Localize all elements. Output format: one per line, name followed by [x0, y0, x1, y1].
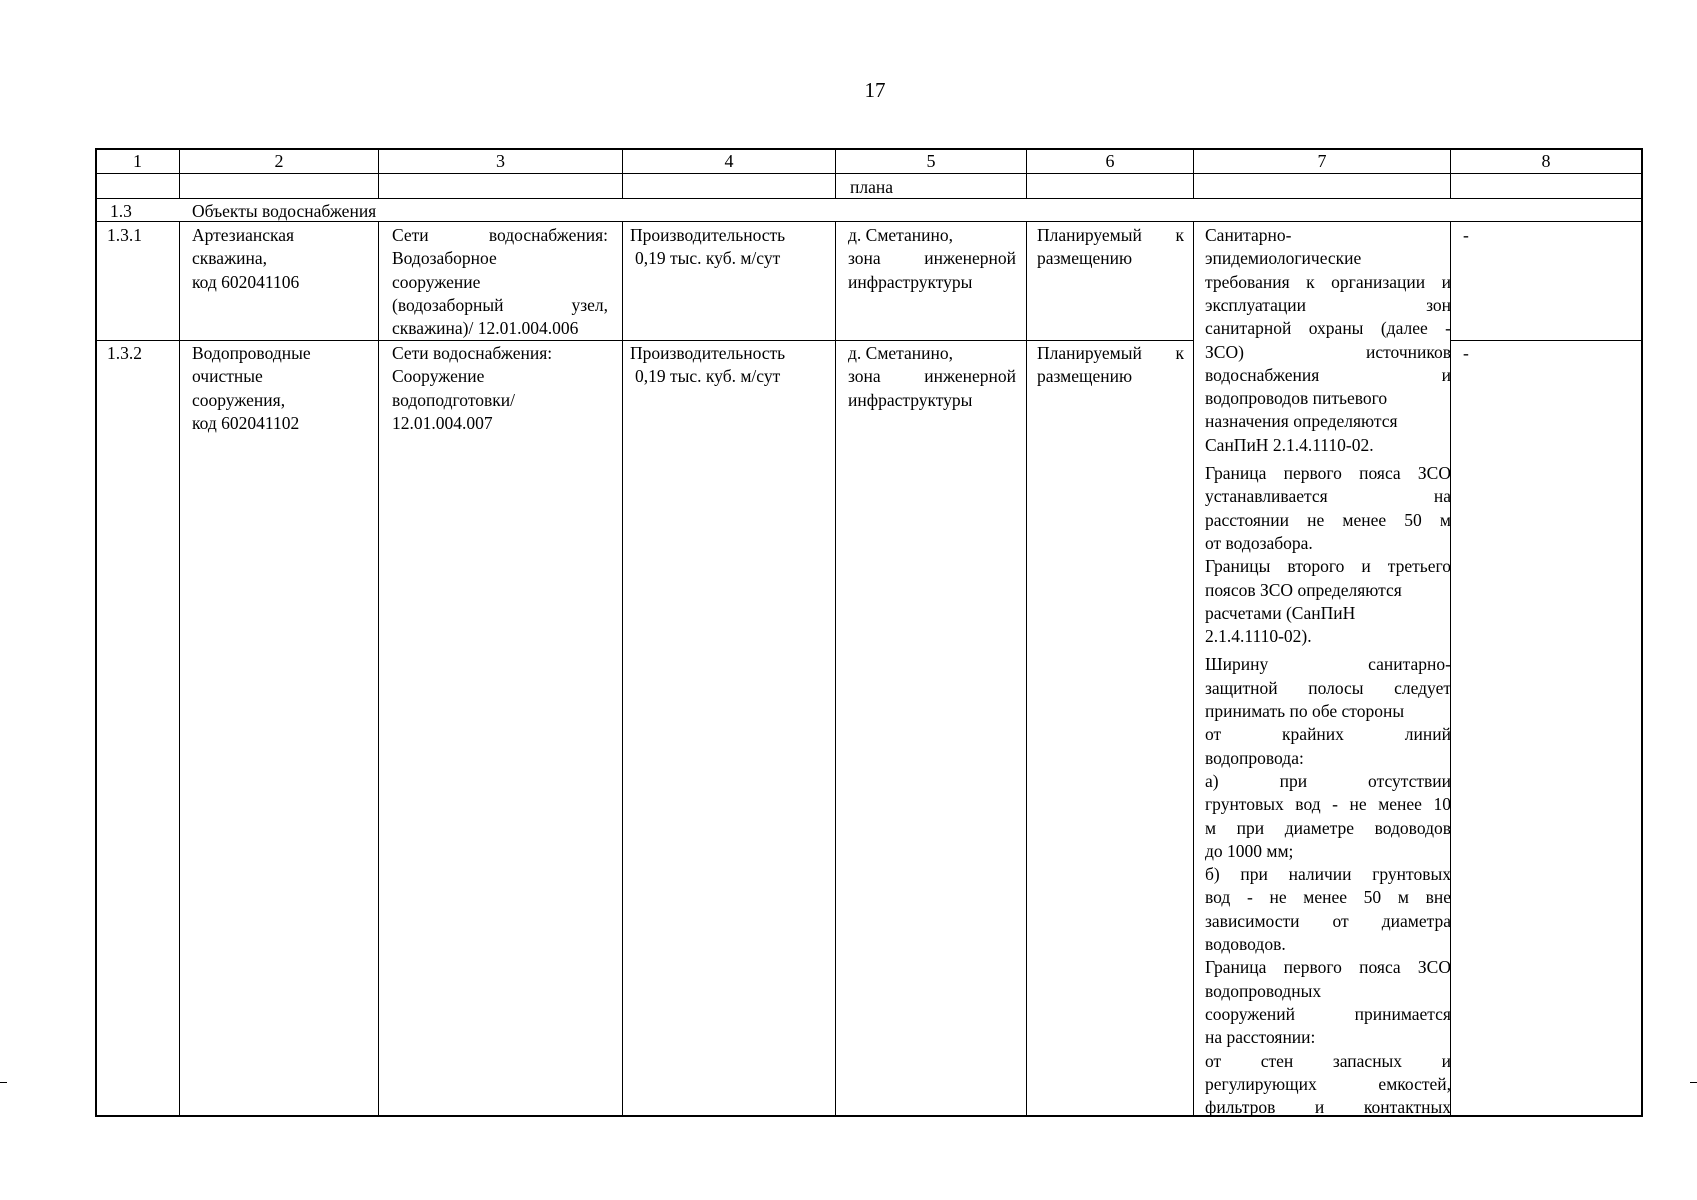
sanitary-requirements-line: грунтовых вод - не менее 10 [1205, 794, 1451, 815]
sanitary-requirements-line: требования к организации и [1205, 271, 1451, 292]
table-border-right [1641, 148, 1643, 1117]
row-network-line: (водозаборный узел, [392, 294, 608, 315]
sanitary-requirements-line: вод - не менее 50 м вне [1205, 887, 1451, 908]
sanitary-requirements-line: поясов ЗСО определяются [1205, 579, 1402, 600]
row-network-line: Сооружение [392, 366, 485, 387]
sanitary-requirements-line: принимать по обе стороны [1205, 701, 1405, 721]
col-header-4: 4 [724, 151, 734, 171]
col-divider-3 [622, 221, 623, 1117]
row-capacity-line: 0,19 тыс. куб. м/сут [635, 248, 781, 269]
row-network-line: скважина)/ 12.01.004.006 [392, 318, 579, 339]
row-network-line: Сети водоснабжения: [392, 343, 553, 363]
col-header-3: 3 [496, 151, 505, 171]
col-divider-1 [179, 221, 180, 1117]
sanitary-requirements-line: водопроводных [1205, 980, 1322, 1001]
col-divider-2 [378, 221, 379, 1117]
sanitary-requirements-line: водоснабжения и [1205, 364, 1451, 385]
row-name-line: очистные [192, 366, 263, 387]
row-network [392, 224, 608, 340]
row-capacity [630, 224, 785, 271]
sanitary-requirements-line: на расстоянии: [1205, 1027, 1316, 1048]
sanitary-requirements-line: Границы второго и третьего [1205, 556, 1451, 577]
row-status-line: размещению [1037, 248, 1133, 269]
sanitary-requirements-line: эксплуатации зон [1205, 294, 1451, 315]
sanitary-requirements-line: Ширину санитарно- [1205, 654, 1451, 675]
sanitary-requirements-line: устанавливается на [1205, 486, 1451, 507]
row-name-line: код 602041106 [192, 271, 300, 292]
table-border-top [95, 148, 1642, 150]
sanitary-requirements-line: защитной полосы следует [1205, 677, 1451, 698]
row-name-line: сооружения, [192, 389, 286, 410]
table-rule-row1-c8 [1451, 340, 1642, 341]
row-status [1037, 342, 1184, 389]
sanitary-requirements-line: до 1000 мм; [1205, 840, 1294, 861]
col-header-7: 7 [1317, 151, 1327, 171]
section-title: Объекты водоснабжения [192, 201, 377, 221]
sanitary-requirements-line: зависимости от диаметра [1205, 910, 1451, 931]
row-location [848, 342, 1016, 412]
sanitary-requirements-line: расчетами (СанПиН [1205, 602, 1356, 623]
row-location [848, 224, 1016, 294]
table-border-left [95, 148, 97, 1117]
row-col8: - [1463, 225, 1469, 245]
row-name-line: Водопроводные [192, 343, 311, 363]
col-divider-4 [835, 221, 836, 1117]
row-name [192, 224, 299, 294]
row-location-line: инфраструктуры [848, 271, 973, 292]
sanitary-requirements-line: регулирующих емкостей, [1205, 1073, 1451, 1094]
scan-edge-mark-left [0, 1082, 7, 1083]
col-divider-5 [1026, 221, 1027, 1117]
row-number: 1.3.1 [107, 225, 142, 245]
row-status-line: Планируемый к [1037, 343, 1184, 363]
sanitary-requirements-line: назначения определяются [1205, 411, 1398, 432]
sanitary-requirements-line: водопровода: [1205, 747, 1304, 768]
sanitary-requirements-line: Граница первого пояса ЗСО [1205, 957, 1451, 978]
row-name [192, 342, 311, 435]
row-capacity-line: Производительность [630, 225, 786, 245]
col-header-5: 5 [926, 151, 936, 171]
row-location-line: д. Сметанино, [848, 343, 954, 363]
sanitary-requirements-line: от водозабора. [1205, 532, 1313, 553]
page-number: 17 [864, 78, 886, 102]
row-location-line: зона инженерной [848, 248, 1016, 269]
col-divider-6 [1193, 221, 1194, 1117]
row-network-line: Водозаборное [392, 248, 497, 269]
sanitary-requirements-line: от стен запасных и [1205, 1050, 1451, 1071]
row-network [392, 342, 552, 435]
row-capacity [630, 342, 785, 389]
sanitary-requirements-line: от крайних линий [1205, 724, 1451, 745]
row-capacity-line: 0,19 тыс. куб. м/сут [635, 366, 781, 387]
sanitary-requirements-line: СанПиН 2.1.4.1110-02. [1205, 434, 1374, 455]
row-number: 1.3.2 [107, 343, 142, 363]
sanitary-requirements-line: фильтров и контактных [1205, 1097, 1451, 1118]
row-capacity-line: Производительность [630, 343, 786, 363]
sanitary-requirements-line: водоводов. [1205, 934, 1286, 954]
row-name-line: Артезианская [192, 225, 295, 245]
row-network-line: Сети водоснабжения: [392, 225, 608, 245]
sanitary-requirements-line: а) при отсутствии [1205, 770, 1451, 791]
row-location-line: зона инженерной [848, 366, 1016, 387]
col-header-6: 6 [1105, 151, 1115, 171]
sanitary-requirements-line: сооружений принимается [1205, 1003, 1451, 1024]
row-name-line: скважина, [192, 248, 268, 269]
sanitary-requirements-line: 2.1.4.1110-02). [1205, 626, 1312, 647]
row-status-line: Планируемый к [1037, 225, 1184, 245]
row-status [1037, 224, 1184, 271]
sanitary-requirements-line: санитарной охраны (далее - [1205, 318, 1451, 339]
section-number: 1.3 [110, 201, 132, 221]
row-network-line: водоподготовки/ [392, 389, 515, 410]
row-col8: - [1463, 343, 1469, 363]
continuation-text: плана [850, 177, 893, 197]
col-header-2: 2 [274, 151, 284, 171]
row-network-line: сооружение [392, 271, 481, 292]
col-header-1: 1 [133, 151, 142, 171]
sanitary-requirements-line: эпидемиологические [1205, 248, 1362, 269]
sanitary-requirements-line: ЗСО) источников [1205, 341, 1451, 362]
row-location-line: д. Сметанино, [848, 225, 954, 245]
sanitary-requirements-line: м при диаметре водоводов [1205, 817, 1451, 838]
sanitary-requirements-line: б) при наличии грунтовых [1205, 864, 1451, 885]
table-rule-header [95, 173, 1642, 174]
row-status-line: размещению [1037, 366, 1133, 387]
sanitary-requirements-line: Граница первого пояса ЗСО [1205, 463, 1451, 483]
row-location-line: инфраструктуры [848, 389, 973, 410]
row-name-line: код 602041102 [192, 412, 300, 433]
sanitary-requirements-line: водопроводов питьевого [1205, 388, 1388, 409]
row-network-line: 12.01.004.007 [392, 412, 493, 433]
table-rule-row1-c1-6 [95, 340, 1194, 341]
sanitary-requirements-line: Санитарно- [1205, 225, 1292, 245]
col-header-8: 8 [1541, 151, 1551, 171]
sanitary-requirements-line: расстоянии не менее 50 м [1205, 509, 1451, 530]
scan-edge-mark-right [1690, 1082, 1697, 1083]
